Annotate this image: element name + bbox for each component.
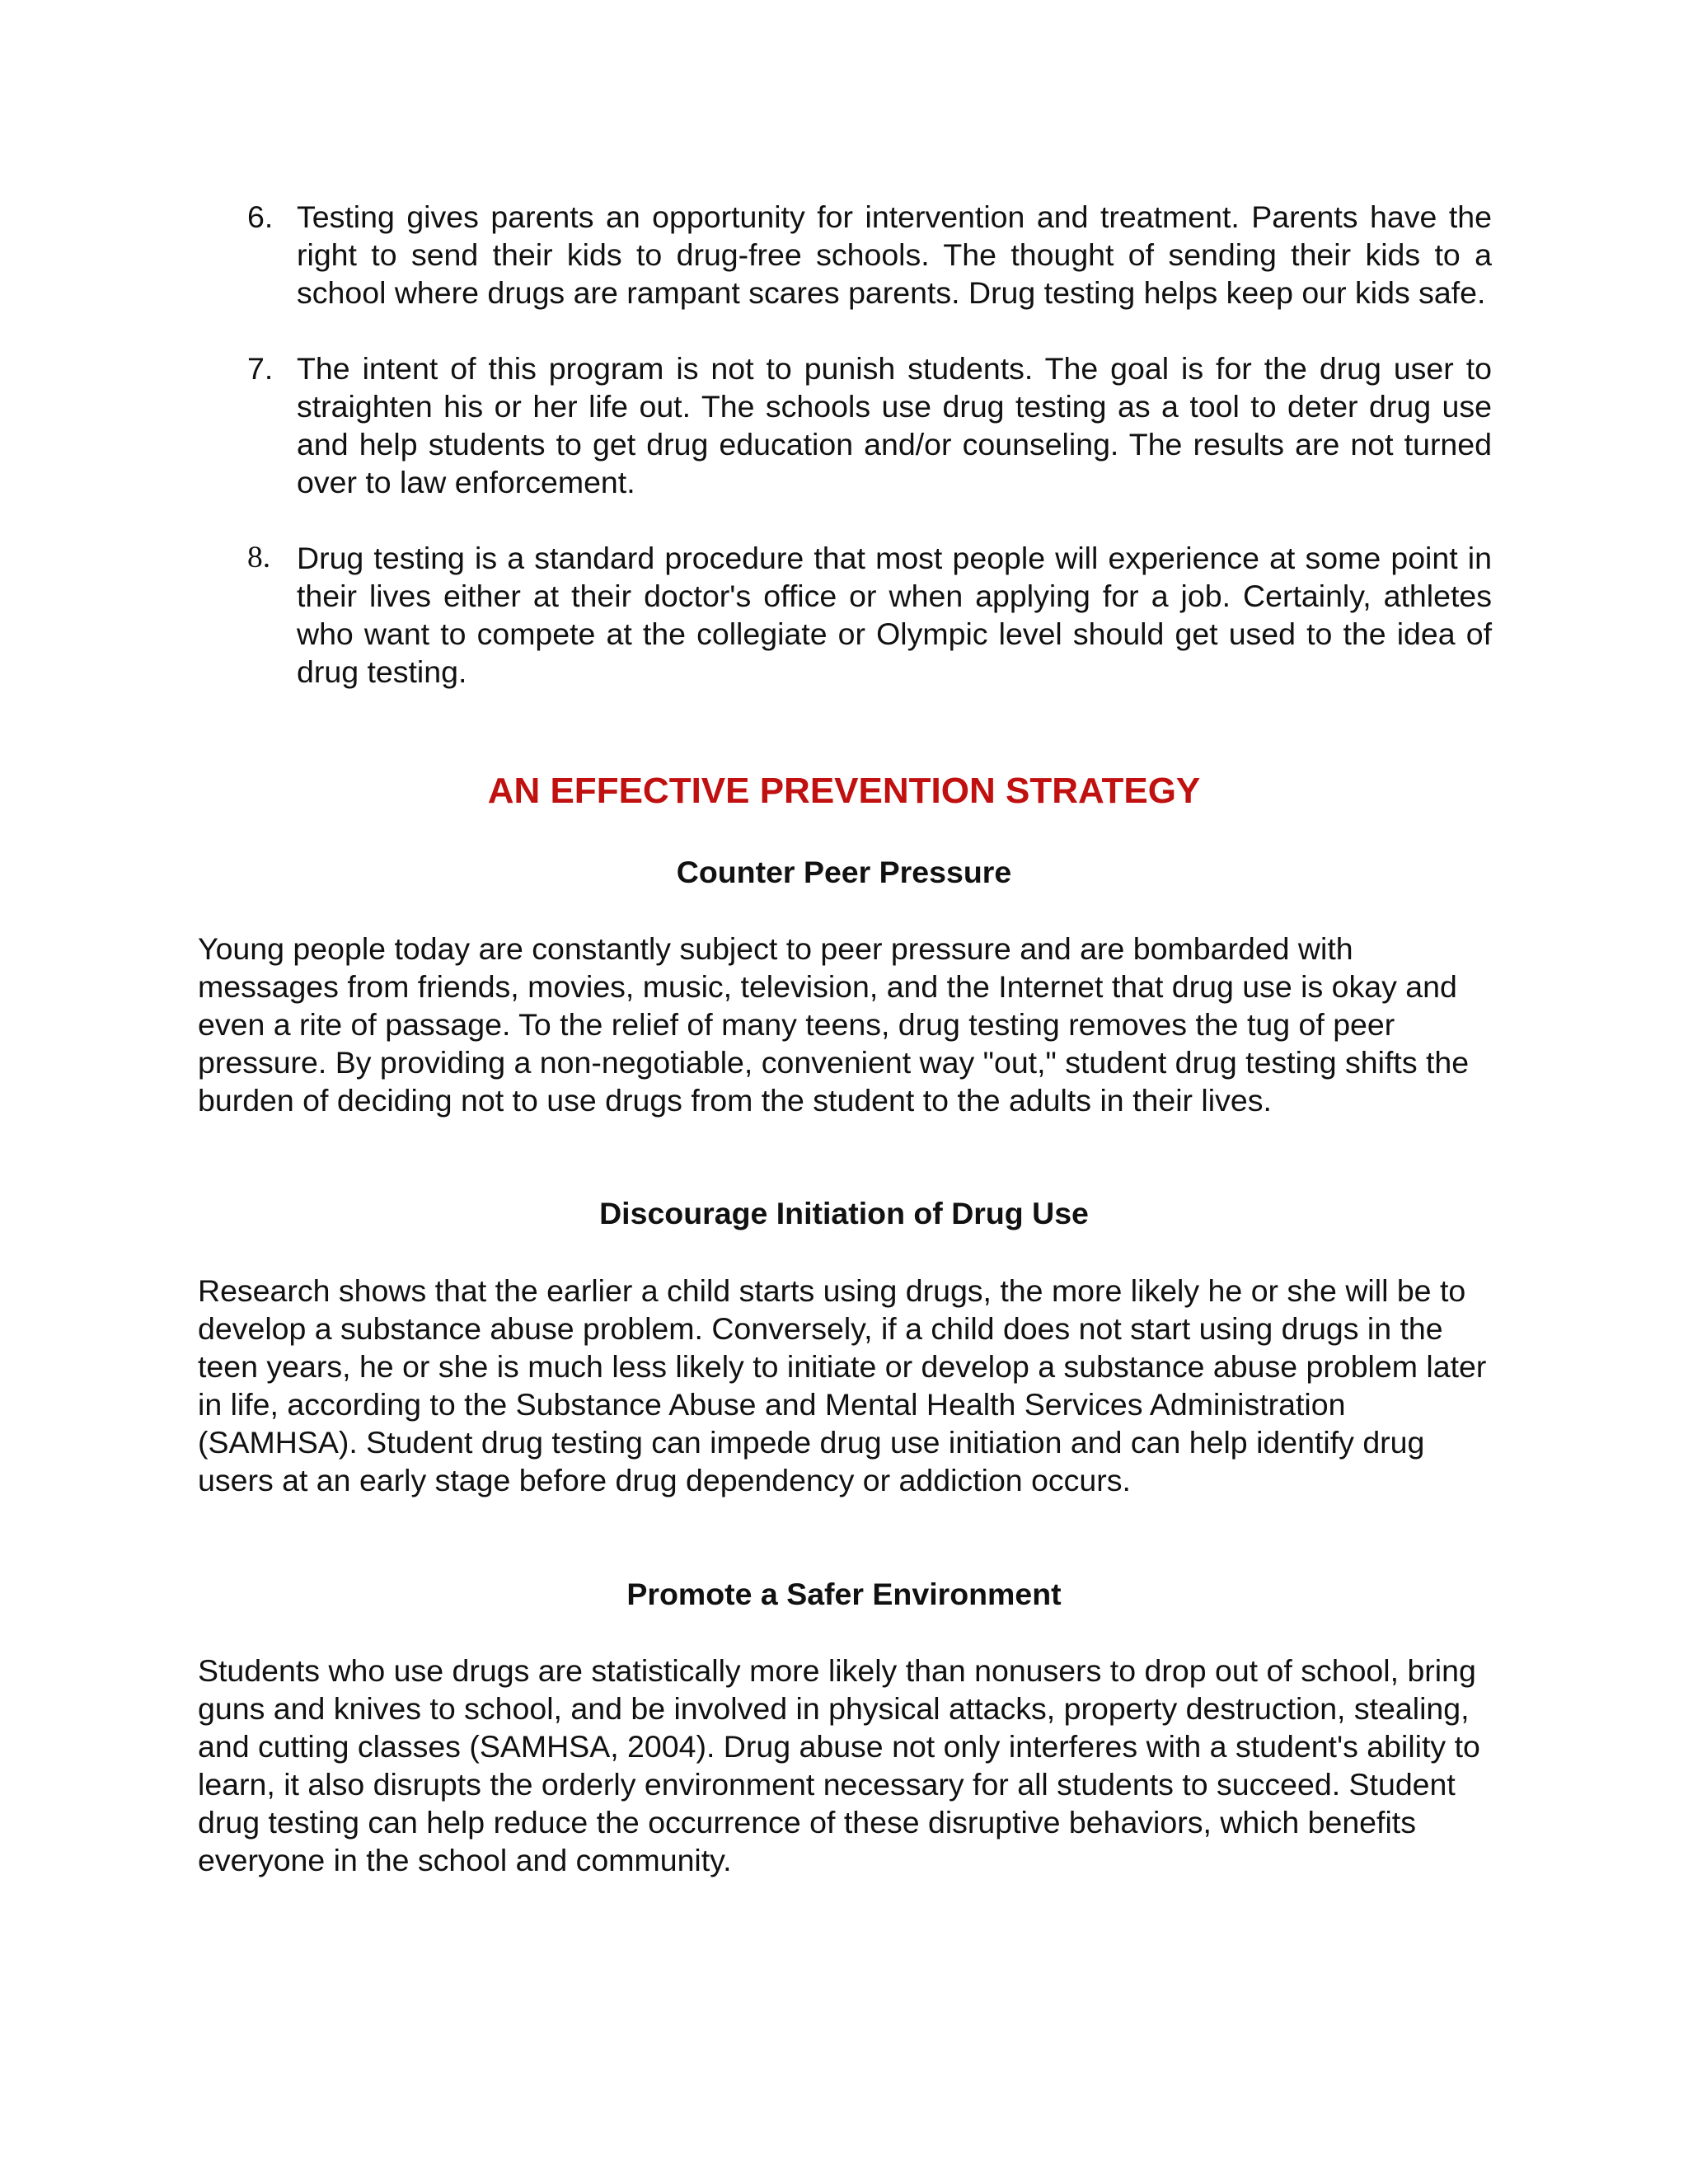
list-item-number: 6.	[247, 199, 274, 234]
subsection-heading: Promote a Safer Environment	[626, 1577, 1062, 1611]
list-item-number: 8.	[247, 541, 271, 574]
subsection-body: Research shows that the earlier a child starts using drugs, the more likely he or she will be to develop a substance abuse problem. Conversely, if a child does not start using drugs in the teen years, he or she is much less likely to initiate or develop a substance abuse problem later in life, according to the Substance Abuse and Mental Health Services Administration (SAMHSA). Student drug testing can impede drug use initiation and can help identify drug users at an early stage before drug dependency or addiction occurs.	[198, 1273, 1487, 1497]
list-item-text: Drug testing is a standard procedure that most people will experience at some point in their lives either at their doctor's office or when applying for a job. Certainly, athletes who want to compete at the collegiate or Olympic level should get used to the idea of drug testing.	[297, 541, 1492, 689]
list-item-number: 7.	[247, 351, 274, 386]
list-item-text: The intent of this program is not to punish students. The goal is for the drug user to straighten his or her life out. The schools use drug testing as a tool to deter drug use and help students to get drug education and/or counseling. The results are not turned over to law enforcement.	[297, 351, 1492, 499]
subsection-body: Students who use drugs are statistically more likely than nonusers to drop out of school, bring guns and knives to school, and be involved in physical attacks, property destruction, stealing, and cutting classes (SAMHSA, 2004). Drug abuse not only interferes with a student's ability to learn, it also disrupts the orderly environment necessary for all students to succeed. Student drug testing can help reduce the occurrence of these disruptive behaviors, which benefits everyone in the school and community.	[198, 1653, 1480, 1877]
list-item	[247, 198, 1492, 312]
subsection-heading: Discourage Initiation of Drug Use	[599, 1196, 1089, 1230]
list-item	[247, 539, 1492, 691]
list-item	[247, 349, 1492, 501]
list-item-text: Testing gives parents an opportunity for intervention and treatment. Parents have the right to send their kids to drug-free schools. The thought of sending their kids to a school where drugs are rampant scares parents. Drug testing helps keep our kids safe.	[297, 199, 1492, 310]
subsection-body: Young people today are constantly subject to peer pressure and are bombarded with messages from friends, movies, music, television, and the Internet that drug use is okay and even a rite of passage. To the relief of many teens, drug testing removes the tug of peer pressure. By providing a non-negotiable, convenient way "out," student drug testing shifts the burden of deciding not to use drugs from the student to the adults in their lives.	[198, 931, 1470, 1118]
subsection-heading: Counter Peer Pressure	[676, 855, 1012, 889]
numbered-list	[247, 198, 1492, 729]
section-title: AN EFFECTIVE PREVENTION STRATEGY	[487, 771, 1201, 811]
